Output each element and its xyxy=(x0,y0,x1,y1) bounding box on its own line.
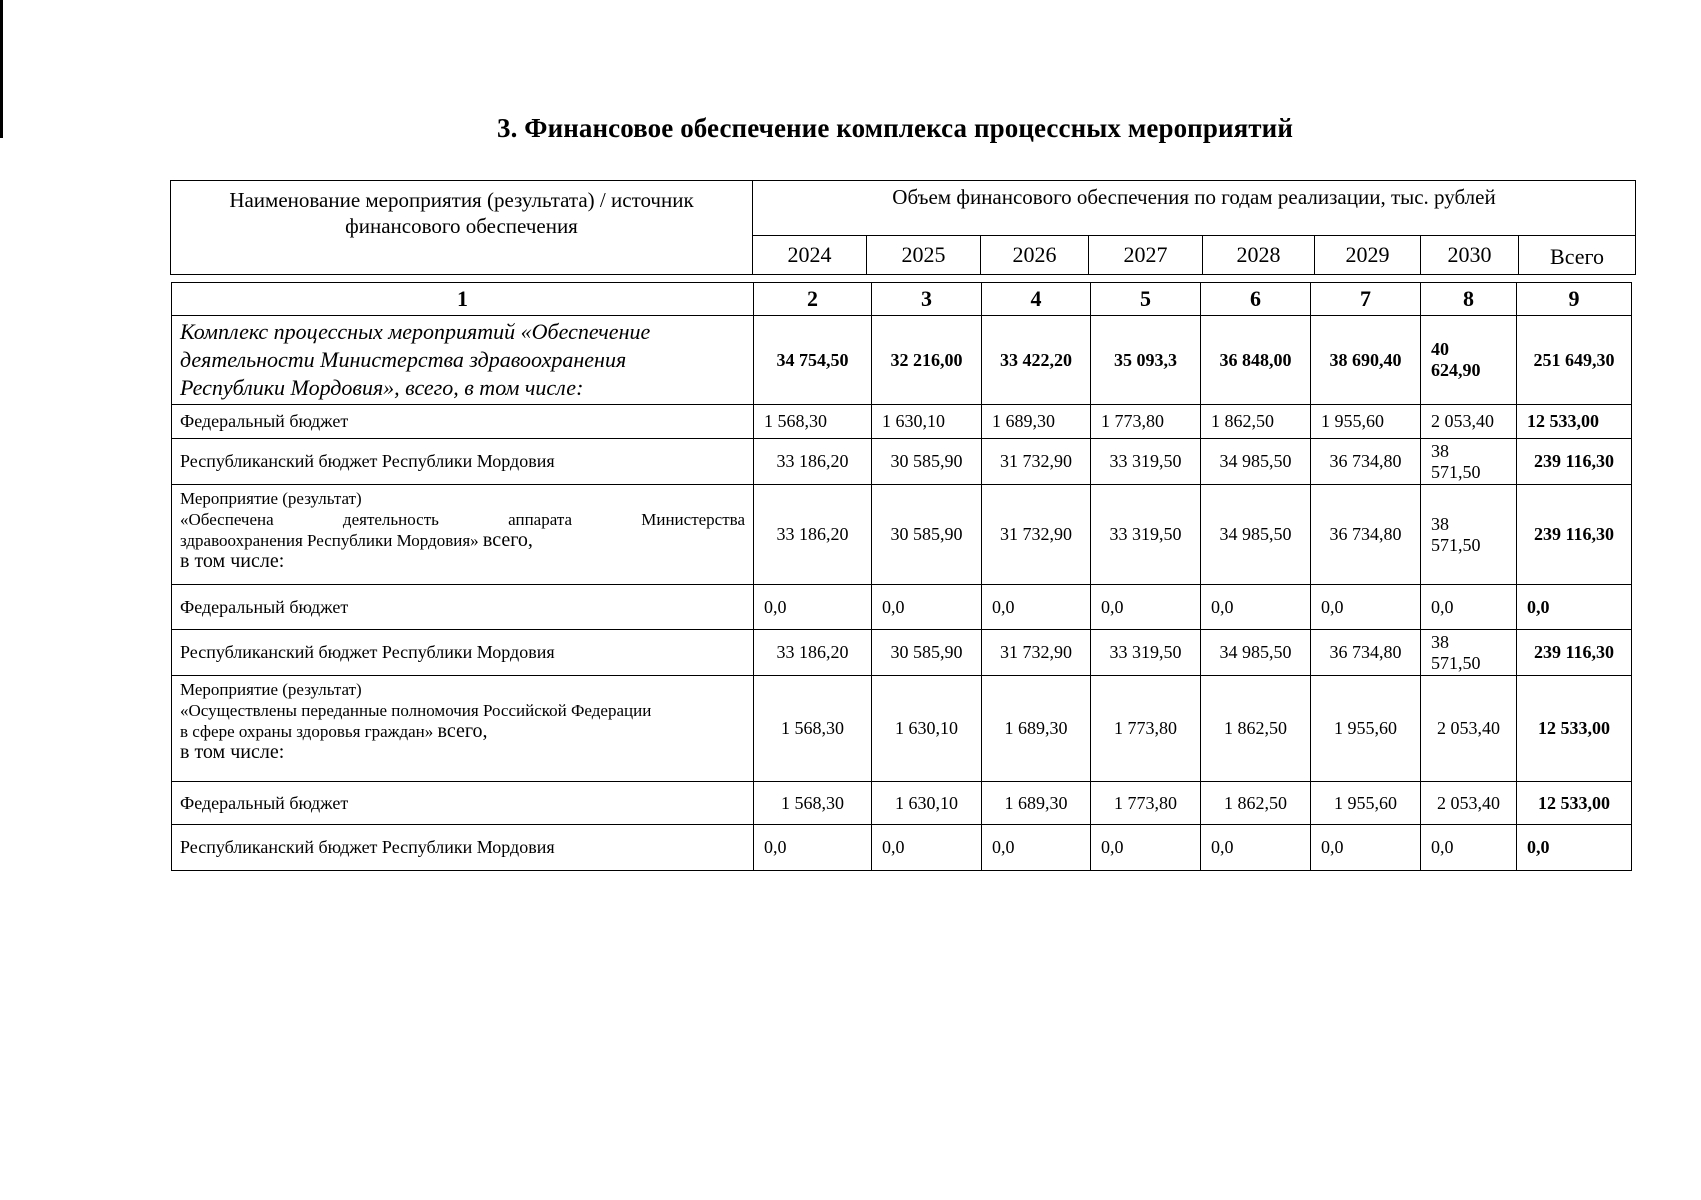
table-row xyxy=(172,485,1632,585)
row-name-line xyxy=(180,530,745,551)
value-cell: 1 568,30 xyxy=(754,676,872,782)
year-header: 2024 xyxy=(753,236,867,275)
year-header: 2028 xyxy=(1203,236,1315,275)
row-name-line: «Обеспечена деятельность аппарата Министерства xyxy=(180,510,745,529)
name-column-header xyxy=(171,181,753,275)
value-part: 571,50 xyxy=(1431,652,1481,673)
volume-column-header: Объем финансового обеспечения по годам реализации, тыс. рублей xyxy=(753,181,1636,236)
value-cell: 0,0 xyxy=(872,825,982,871)
row-name-line: Мероприятие (результат) xyxy=(180,489,362,508)
row-name-part: всего, xyxy=(482,529,533,551)
name-column-header-text: Наименование мероприятия (результата) / источник финансового обеспечения xyxy=(229,188,694,238)
total-header: Всего xyxy=(1519,236,1636,275)
total-cell: 239 116,30 xyxy=(1517,439,1632,485)
row-name: Республиканский бюджет Республики Мордовия xyxy=(172,630,754,676)
value-part: 38 xyxy=(1431,440,1449,461)
header-table xyxy=(170,180,1636,275)
table-row xyxy=(172,630,1632,676)
year-header: 2027 xyxy=(1089,236,1203,275)
value-cell xyxy=(1421,316,1517,405)
row-name-line: Мероприятие (результат) xyxy=(180,680,362,699)
value-cell: 1 862,50 xyxy=(1201,405,1311,439)
value-part: 571,50 xyxy=(1431,534,1481,555)
table-row xyxy=(172,316,1632,405)
total-cell: 239 116,30 xyxy=(1517,485,1632,585)
row-name-part: всего, xyxy=(437,720,488,742)
value-cell: 0,0 xyxy=(754,585,872,630)
value-cell: 0,0 xyxy=(1091,825,1201,871)
value-cell: 33 186,20 xyxy=(754,485,872,585)
value-cell: 2 053,40 xyxy=(1421,676,1517,782)
total-cell: 239 116,30 xyxy=(1517,630,1632,676)
row-name: Республиканский бюджет Республики Мордовия xyxy=(172,439,754,485)
total-cell: 0,0 xyxy=(1517,825,1632,871)
row-name-line: в том числе: xyxy=(180,550,285,572)
row-name xyxy=(172,676,754,782)
row-name: Федеральный бюджет xyxy=(172,585,754,630)
value-cell: 34 985,50 xyxy=(1201,485,1311,585)
value-cell: 1 773,80 xyxy=(1091,405,1201,439)
column-number: 7 xyxy=(1311,283,1421,316)
value-cell: 1 568,30 xyxy=(754,405,872,439)
value-part: 38 xyxy=(1431,631,1449,652)
value-cell: 30 585,90 xyxy=(872,630,982,676)
value-cell: 33 319,50 xyxy=(1091,630,1201,676)
value-cell: 34 985,50 xyxy=(1201,439,1311,485)
row-name-line: Комплекс процессных мероприятий «Обеспечение xyxy=(180,319,651,344)
row-name-line: Республики Мордовия», всего, в том числе: xyxy=(180,375,584,400)
value-cell: 1 630,10 xyxy=(872,405,982,439)
row-name-line xyxy=(180,721,745,742)
value-cell: 0,0 xyxy=(1421,585,1517,630)
value-cell xyxy=(1421,439,1517,485)
value-cell: 1 862,50 xyxy=(1201,676,1311,782)
value-cell: 0,0 xyxy=(754,825,872,871)
column-number: 4 xyxy=(982,283,1091,316)
value-cell: 33 422,20 xyxy=(982,316,1091,405)
table-row xyxy=(172,825,1632,871)
table-row xyxy=(172,585,1632,630)
column-number: 3 xyxy=(872,283,982,316)
year-header: 2030 xyxy=(1421,236,1519,275)
value-part: 40 xyxy=(1431,339,1449,359)
value-cell: 31 732,90 xyxy=(982,485,1091,585)
value-cell: 38 690,40 xyxy=(1311,316,1421,405)
row-name: Федеральный бюджет xyxy=(172,405,754,439)
value-cell: 1 955,60 xyxy=(1311,676,1421,782)
value-cell: 0,0 xyxy=(1201,825,1311,871)
finance-table xyxy=(171,282,1632,871)
value-cell: 1 689,30 xyxy=(982,676,1091,782)
total-cell: 12 533,00 xyxy=(1517,676,1632,782)
value-cell: 31 732,90 xyxy=(982,439,1091,485)
value-cell: 0,0 xyxy=(982,585,1091,630)
row-name: Республиканский бюджет Республики Мордовия xyxy=(172,825,754,871)
value-cell: 0,0 xyxy=(1421,825,1517,871)
row-name xyxy=(172,485,754,585)
value-cell: 1 955,60 xyxy=(1311,782,1421,825)
value-cell: 0,0 xyxy=(1311,585,1421,630)
page-title: 3. Финансовое обеспечение комплекса процессных мероприятий xyxy=(497,113,1293,143)
value-cell: 35 093,3 xyxy=(1091,316,1201,405)
value-cell: 33 319,50 xyxy=(1091,439,1201,485)
column-number: 8 xyxy=(1421,283,1517,316)
value-part: 571,50 xyxy=(1431,461,1481,482)
value-cell: 2 053,40 xyxy=(1421,782,1517,825)
year-header: 2026 xyxy=(981,236,1089,275)
value-part: 38 xyxy=(1431,513,1449,534)
value-cell: 2 053,40 xyxy=(1421,405,1517,439)
column-number: 5 xyxy=(1091,283,1201,316)
value-cell: 34 985,50 xyxy=(1201,630,1311,676)
column-number: 9 xyxy=(1517,283,1632,316)
total-cell: 12 533,00 xyxy=(1517,405,1632,439)
value-cell xyxy=(1421,485,1517,585)
row-name-line: в том числе: xyxy=(180,741,285,763)
table-row xyxy=(172,439,1632,485)
value-cell: 36 734,80 xyxy=(1311,485,1421,585)
value-cell: 1 689,30 xyxy=(982,405,1091,439)
value-part: 624,90 xyxy=(1431,360,1481,380)
value-cell: 33 319,50 xyxy=(1091,485,1201,585)
row-name-part: в сфере охраны здоровья граждан» xyxy=(180,722,434,741)
table-row xyxy=(172,782,1632,825)
value-cell: 1 955,60 xyxy=(1311,405,1421,439)
value-cell: 36 734,80 xyxy=(1311,630,1421,676)
value-cell: 1 630,10 xyxy=(872,782,982,825)
value-cell xyxy=(1421,630,1517,676)
value-cell: 1 862,50 xyxy=(1201,782,1311,825)
row-name-part: здравоохранения Республики Мордовия» xyxy=(180,531,479,550)
value-cell: 1 773,80 xyxy=(1091,782,1201,825)
value-cell: 33 186,20 xyxy=(754,439,872,485)
column-number: 1 xyxy=(172,283,754,316)
column-number-row xyxy=(172,283,1632,316)
value-cell: 0,0 xyxy=(1201,585,1311,630)
total-cell: 251 649,30 xyxy=(1517,316,1632,405)
value-cell: 36 848,00 xyxy=(1201,316,1311,405)
year-header: 2025 xyxy=(867,236,981,275)
year-header: 2029 xyxy=(1315,236,1421,275)
table-row xyxy=(172,676,1632,782)
value-cell: 36 734,80 xyxy=(1311,439,1421,485)
table-row xyxy=(172,405,1632,439)
value-cell: 31 732,90 xyxy=(982,630,1091,676)
value-cell: 1 630,10 xyxy=(872,676,982,782)
value-cell: 30 585,90 xyxy=(872,485,982,585)
value-cell: 1 568,30 xyxy=(754,782,872,825)
row-name: Федеральный бюджет xyxy=(172,782,754,825)
value-cell: 0,0 xyxy=(982,825,1091,871)
column-number: 6 xyxy=(1201,283,1311,316)
value-cell: 0,0 xyxy=(1311,825,1421,871)
value-cell: 1 689,30 xyxy=(982,782,1091,825)
value-cell: 34 754,50 xyxy=(754,316,872,405)
row-name-line: «Осуществлены переданные полномочия Российской Федерации xyxy=(180,701,652,720)
row-name xyxy=(172,316,754,405)
row-name-line: деятельности Министерства здравоохранения xyxy=(180,347,627,372)
total-cell: 12 533,00 xyxy=(1517,782,1632,825)
value-cell: 1 773,80 xyxy=(1091,676,1201,782)
column-number: 2 xyxy=(754,283,872,316)
value-cell: 32 216,00 xyxy=(872,316,982,405)
value-cell: 30 585,90 xyxy=(872,439,982,485)
value-cell: 33 186,20 xyxy=(754,630,872,676)
value-cell: 0,0 xyxy=(1091,585,1201,630)
value-cell: 0,0 xyxy=(872,585,982,630)
total-cell: 0,0 xyxy=(1517,585,1632,630)
